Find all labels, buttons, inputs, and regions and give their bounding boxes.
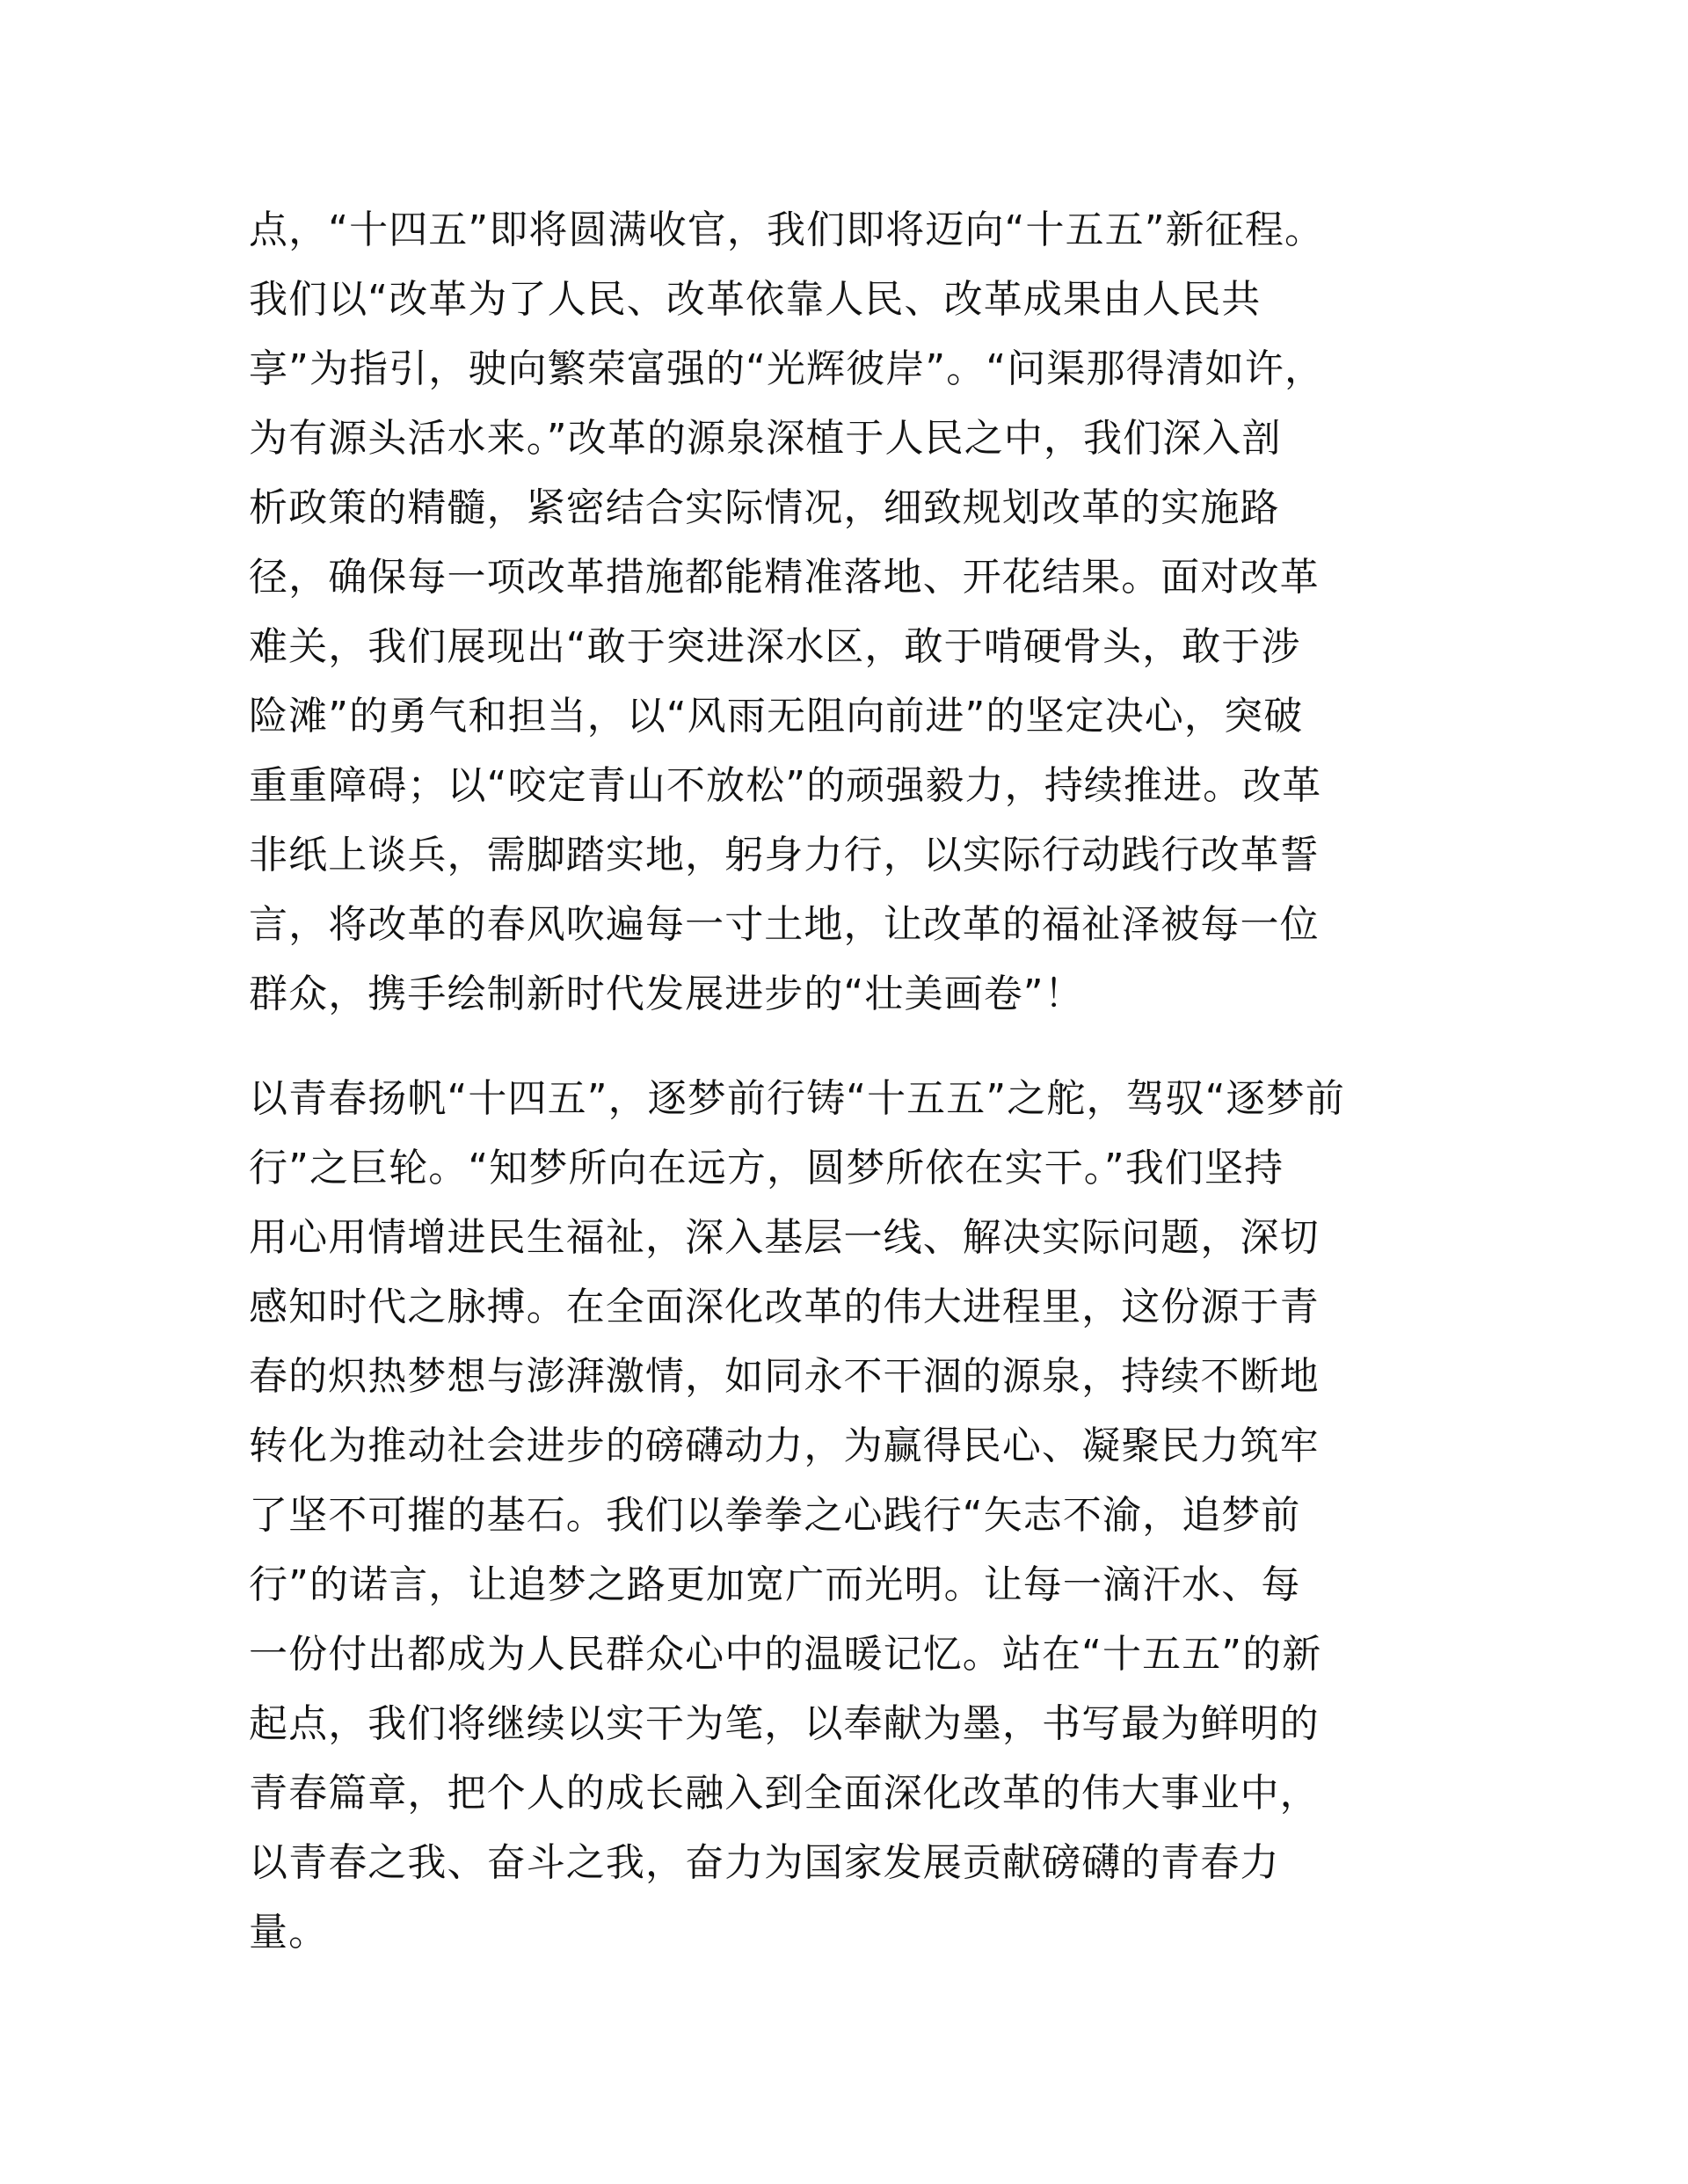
text-line: 以青春扬帆“十四五”，逐梦前行铸“十五五”之舵，驾驭“逐梦前 xyxy=(249,1076,1345,1121)
text-line: 起点，我们将继续以实干为笔，以奉献为墨，书写最为鲜明的 xyxy=(249,1701,1320,1746)
text-line: 非纸上谈兵，需脚踏实地，躬身力行，以实际行动践行改革誓 xyxy=(249,833,1320,877)
text-line: 险滩”的勇气和担当，以“风雨无阻向前进”的坚定决心，突破 xyxy=(249,694,1304,739)
text-line: 析政策的精髓，紧密结合实际情况，细致规划改革的实施路 xyxy=(249,485,1280,530)
text-line: 难关，我们展现出“敢于突进深水区，敢于啃硬骨头，敢于涉 xyxy=(249,624,1301,669)
paragraph-2 xyxy=(249,1064,1436,1967)
text-line: 点，“十四五”即将圆满收官，我们即将迈向“十五五”新征程。 xyxy=(249,207,1325,252)
paragraph-1 xyxy=(249,195,1436,1029)
text-line: 行”的诺言，让追梦之路更加宽广而光明。让每一滴汗水、每 xyxy=(249,1562,1301,1607)
paragraph-spacer xyxy=(249,1029,1436,1064)
text-line: 用心用情增进民生福祉，深入基层一线、解决实际问题，深切 xyxy=(249,1215,1320,1260)
text-line: 行”之巨轮。“知梦所向在远方，圆梦所依在实干。”我们坚持 xyxy=(249,1146,1284,1190)
text-line: 了坚不可摧的基石。我们以拳拳之心践行“矢志不渝，追梦前 xyxy=(249,1493,1301,1538)
text-line: 以青春之我、奋斗之我，奋力为国家发展贡献磅礴的青春力 xyxy=(249,1840,1280,1885)
text-line: 青春篇章，把个人的成长融入到全面深化改革的伟大事业中， xyxy=(249,1771,1320,1816)
text-line: 感知时代之脉搏。在全面深化改革的伟大进程里，这份源于青 xyxy=(249,1285,1320,1329)
text-line: 转化为推动社会进步的磅礴动力，为赢得民心、凝聚民力筑牢 xyxy=(249,1423,1320,1468)
text-line: 言，将改革的春风吹遍每一寸土地，让改革的福祉泽被每一位 xyxy=(249,902,1320,947)
text-line: 量。 xyxy=(249,1910,329,1955)
text-line: 群众，携手绘制新时代发展进步的“壮美画卷”！ xyxy=(249,972,1084,1016)
text-line: 重重障碍；以“咬定青山不放松”的顽强毅力，持续推进。改革 xyxy=(249,763,1322,808)
text-line: 我们以“改革为了人民、改革依靠人民、改革成果由人民共 xyxy=(249,277,1262,322)
text-line: 春的炽热梦想与澎湃激情，如同永不干涸的源泉，持续不断地 xyxy=(249,1354,1320,1399)
text-line: 为有源头活水来。”改革的源泉深植于人民之中，我们深入剖 xyxy=(249,416,1282,461)
document-body xyxy=(249,195,1436,1967)
text-line: 径，确保每一项改革措施都能精准落地、开花结果。面对改革 xyxy=(249,555,1320,600)
text-line: 享”为指引，驶向繁荣富强的“光辉彼岸”。“问渠那得清如许， xyxy=(249,346,1325,391)
text-line: 一份付出都成为人民群众心中的温暖记忆。站在“十五五”的新 xyxy=(249,1632,1322,1677)
